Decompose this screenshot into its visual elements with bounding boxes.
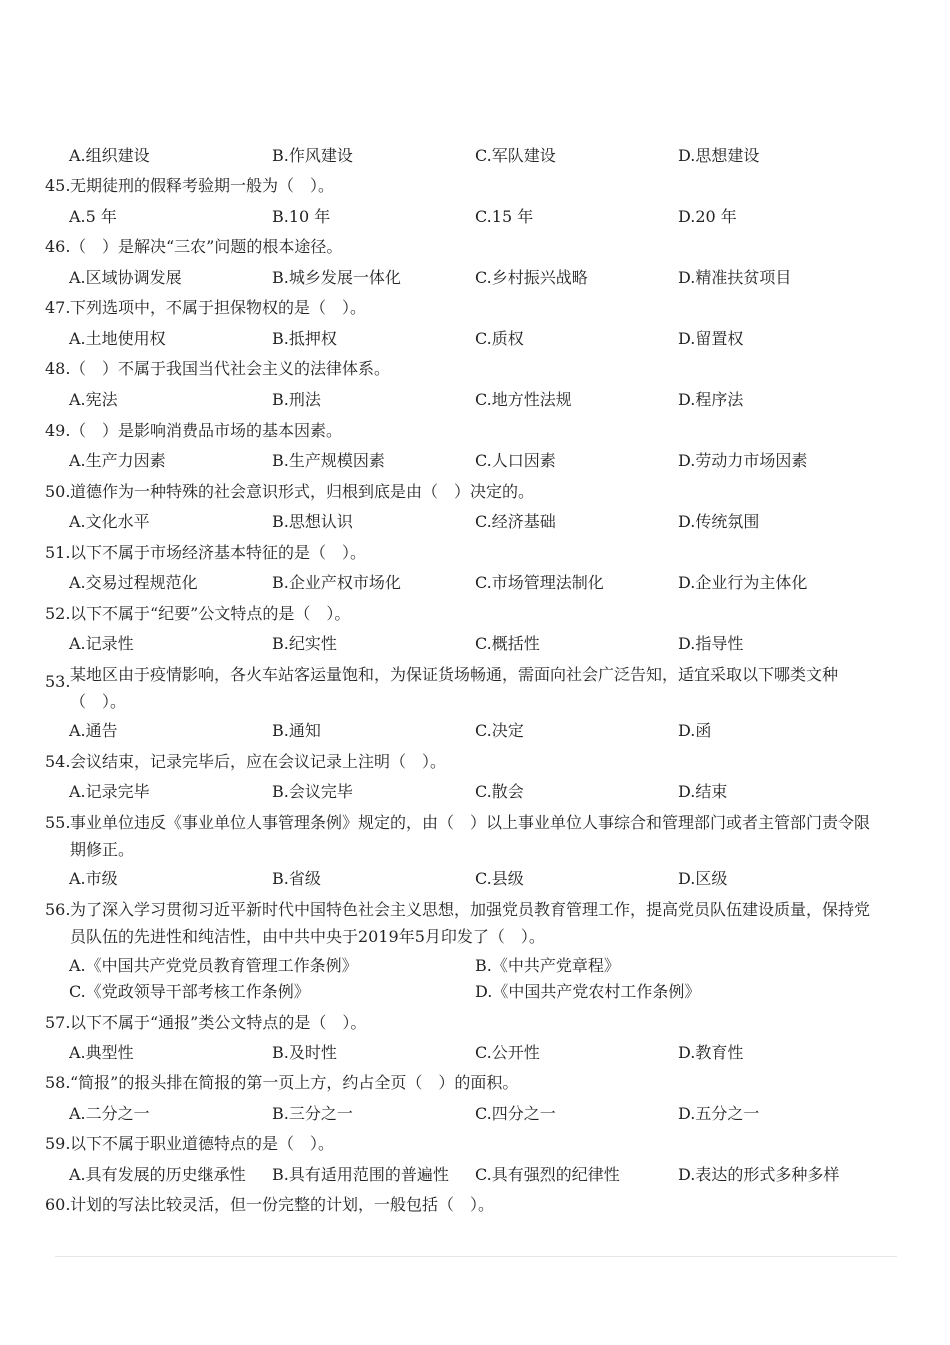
option-c: C.《党政领导干部考核工作条例》 xyxy=(69,982,310,1001)
option-a: A.交易过程规范化 xyxy=(69,573,198,592)
option-a: A.《中国共产党党员教育管理工作条例》 xyxy=(69,956,358,975)
option-c: C.人口因素 xyxy=(475,451,556,470)
option-b: B.思想认识 xyxy=(272,512,353,531)
option-d: D.表达的形式多种多样 xyxy=(678,1165,840,1184)
option-c: C.决定 xyxy=(475,721,524,740)
question-number: 50. xyxy=(45,482,71,501)
option-c: C.地方性法规 xyxy=(475,390,572,409)
option-d: D.函 xyxy=(678,721,712,740)
option-a: A.宪法 xyxy=(69,390,118,409)
footer-divider xyxy=(55,1256,897,1257)
option-a: A.土地使用权 xyxy=(69,329,166,348)
question-text: 事业单位违反《事业单位人事管理条例》规定的，由（ ）以上事业单位人事综合和管理部门或者主管部门责令限期修正。 xyxy=(70,813,871,859)
question-text: “简报”的报头排在简报的第一页上方，约占全页（ ）的面积。 xyxy=(70,1073,519,1092)
question-number: 49. xyxy=(45,421,71,440)
question-number: 55. xyxy=(45,813,71,832)
option-b: B.刑法 xyxy=(272,390,321,409)
option-b: B.10 年 xyxy=(272,207,331,226)
option-d: D.留置权 xyxy=(678,329,744,348)
question-number: 58. xyxy=(45,1073,71,1092)
option-a: A.具有发展的历史继承性 xyxy=(69,1165,246,1184)
question-number: 59. xyxy=(45,1134,71,1153)
option-c: C.四分之一 xyxy=(475,1104,556,1123)
option-a: A.生产力因素 xyxy=(69,451,166,470)
option-d: D.思想建设 xyxy=(678,146,760,165)
option-c: C.公开性 xyxy=(475,1043,540,1062)
option-b: B.具有适用范围的普遍性 xyxy=(272,1165,449,1184)
option-b: B.及时性 xyxy=(272,1043,337,1062)
option-b: B.作风建设 xyxy=(272,146,353,165)
question-number: 46. xyxy=(45,237,71,256)
option-a: A.二分之一 xyxy=(69,1104,150,1123)
option-b: B.纪实性 xyxy=(272,634,337,653)
question-number: 56. xyxy=(45,900,71,919)
question-number: 52. xyxy=(45,604,71,623)
option-a: A.区域协调发展 xyxy=(69,268,182,287)
question-number: 60. xyxy=(45,1195,71,1214)
question-number: 51. xyxy=(45,543,71,562)
option-c: C.质权 xyxy=(475,329,524,348)
option-a: A.记录性 xyxy=(69,634,134,653)
option-a: A.组织建设 xyxy=(69,146,150,165)
option-b: B.通知 xyxy=(272,721,321,740)
option-c: C.市场管理法制化 xyxy=(475,573,604,592)
question-number: 53. xyxy=(45,672,71,691)
option-d: D.教育性 xyxy=(678,1043,744,1062)
question-text: 会议结束，记录完毕后，应在会议记录上注明（ ）。 xyxy=(70,752,447,771)
option-c: C.县级 xyxy=(475,869,524,888)
option-b: B.抵押权 xyxy=(272,329,337,348)
question-text: 以下不属于职业道德特点的是（ ）。 xyxy=(70,1134,335,1153)
option-c: C.概括性 xyxy=(475,634,540,653)
option-d: D.程序法 xyxy=(678,390,744,409)
option-c: C.军队建设 xyxy=(475,146,556,165)
question-text: 某地区由于疫情影响，各火车站客运量饱和，为保证货场畅通，需面向社会广泛告知，适宜采取以下哪类文种（ ）。 xyxy=(70,665,839,711)
option-b: B.城乡发展一体化 xyxy=(272,268,401,287)
option-d: D.区级 xyxy=(678,869,728,888)
option-d: D.传统氛围 xyxy=(678,512,760,531)
question-text: （ ）不属于我国当代社会主义的法律体系。 xyxy=(70,359,391,378)
option-c: C.散会 xyxy=(475,782,524,801)
option-b: B.企业产权市场化 xyxy=(272,573,401,592)
option-d: D.结束 xyxy=(678,782,728,801)
option-b: B.会议完毕 xyxy=(272,782,353,801)
option-a: A.市级 xyxy=(69,869,118,888)
question-text: 无期徒刑的假释考验期一般为（ ）。 xyxy=(70,176,335,195)
question-text: 计划的写法比较灵活，但一份完整的计划，一般包括（ ）。 xyxy=(70,1195,495,1214)
question-text: （ ）是影响消费品市场的基本因素。 xyxy=(70,421,343,440)
option-a: A.记录完毕 xyxy=(69,782,150,801)
option-d: D.指导性 xyxy=(678,634,744,653)
option-a: A.5 年 xyxy=(69,207,117,226)
question-number: 54. xyxy=(45,752,71,771)
option-c: C.15 年 xyxy=(475,207,534,226)
option-d: D.劳动力市场因素 xyxy=(678,451,808,470)
option-d: D.20 年 xyxy=(678,207,737,226)
option-a: A.典型性 xyxy=(69,1043,134,1062)
question-number: 47. xyxy=(45,298,71,317)
option-d: D.五分之一 xyxy=(678,1104,760,1123)
question-text: （ ）是解决“三农”问题的根本途径。 xyxy=(70,237,343,256)
option-a: A.文化水平 xyxy=(69,512,150,531)
option-b: B.生产规模因素 xyxy=(272,451,385,470)
question-number: 48. xyxy=(45,359,71,378)
question-text: 下列选项中，不属于担保物权的是（ ）。 xyxy=(70,298,367,317)
option-d: D.《中国共产党农村工作条例》 xyxy=(475,982,701,1001)
question-text: 以下不属于“通报”类公文特点的是（ ）。 xyxy=(70,1013,367,1032)
question-text: 为了深入学习贯彻习近平新时代中国特色社会主义思想，加强党员教育管理工作，提高党员队伍建设质量，保持党员队伍的先进性和纯洁性，由中共中央于2019年5月印发了（ ）。 xyxy=(70,900,871,946)
option-a: A.通告 xyxy=(69,721,118,740)
option-c: C.具有强烈的纪律性 xyxy=(475,1165,620,1184)
option-d: D.精准扶贫项目 xyxy=(678,268,792,287)
option-b: B.三分之一 xyxy=(272,1104,353,1123)
option-b: B.省级 xyxy=(272,869,321,888)
question-text: 以下不属于市场经济基本特征的是（ ）。 xyxy=(70,543,367,562)
question-number: 57. xyxy=(45,1013,71,1032)
option-d: D.企业行为主体化 xyxy=(678,573,808,592)
question-text: 以下不属于“纪要”公文特点的是（ ）。 xyxy=(70,604,351,623)
option-c: C.经济基础 xyxy=(475,512,556,531)
question-number: 45. xyxy=(45,176,71,195)
option-c: C.乡村振兴战略 xyxy=(475,268,588,287)
question-text: 道德作为一种特殊的社会意识形式，归根到底是由（ ）决定的。 xyxy=(70,482,535,501)
option-b: B.《中共产党章程》 xyxy=(475,956,620,975)
